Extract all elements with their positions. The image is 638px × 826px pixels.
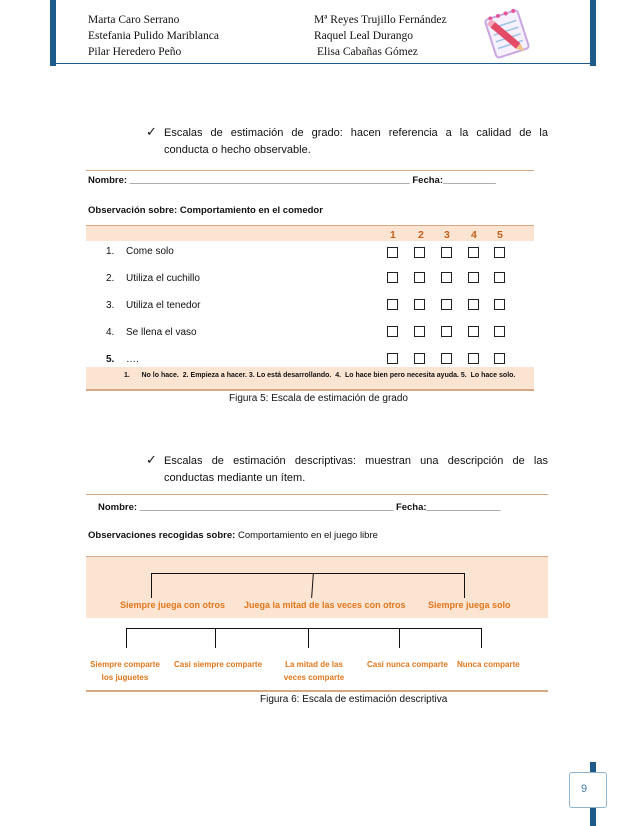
page-number: 9 bbox=[581, 783, 588, 795]
rating-checkbox[interactable] bbox=[387, 326, 398, 337]
author-left-3: Pilar Heredero Peño bbox=[88, 46, 182, 58]
tree-connector bbox=[151, 573, 152, 598]
level2-option: Casi nunca comparte bbox=[367, 660, 448, 669]
tree-connector bbox=[215, 628, 216, 648]
section2-bullet-line1: Escalas de estimación descriptivas: muestran una descripción de las bbox=[164, 455, 548, 467]
section2-bullet-line2: conductas mediante un ítem. bbox=[164, 472, 306, 484]
notebook-pencil-icon bbox=[476, 6, 538, 62]
author-right-3: Elisa Cabañas Gómez bbox=[317, 46, 418, 58]
author-right-2: Raquel Leal Durango bbox=[314, 30, 413, 42]
scale-number-5: 5 bbox=[497, 229, 503, 241]
rating-checkbox[interactable] bbox=[414, 353, 425, 364]
scale-number-4: 4 bbox=[471, 229, 477, 241]
section2-bottom-rule bbox=[86, 690, 548, 692]
level1-option: Juega la mitad de las veces con otros bbox=[244, 600, 406, 610]
rating-checkbox[interactable] bbox=[414, 299, 425, 310]
level2-option: Casi siempre comparte bbox=[174, 660, 263, 669]
rating-checkbox[interactable] bbox=[441, 353, 452, 364]
rating-checkbox[interactable] bbox=[494, 326, 505, 337]
header-right-bar bbox=[590, 0, 596, 66]
list-item: 2. Utiliza el cuchillo bbox=[106, 273, 200, 284]
tree-connector bbox=[126, 628, 482, 629]
page-number-box bbox=[569, 772, 607, 808]
level1-option: Siempre juega solo bbox=[428, 600, 511, 610]
author-left-2: Estefania Pulido Mariblanca bbox=[88, 30, 219, 42]
tree-connector bbox=[308, 628, 309, 648]
author-left-1: Marta Caro Serrano bbox=[88, 14, 180, 26]
level2-option: Nunca comparte bbox=[457, 660, 520, 669]
tree-connector bbox=[464, 573, 465, 598]
header-left-bar bbox=[50, 0, 56, 66]
scale-legend: 1. No lo hace. 2. Empieza a hacer. 3. Lo está desarrollando. 4. Lo hace bien pero necesita ayuda. 5. Lo hace solo. bbox=[124, 372, 516, 379]
list-item: 5. …. bbox=[106, 354, 139, 365]
level2-option: La mitad de las veces comparte bbox=[283, 660, 345, 682]
section2-observaciones: Observaciones recogidas sobre: Comportamiento en el juego libre bbox=[88, 530, 378, 541]
rating-checkbox[interactable] bbox=[468, 353, 479, 364]
section2-band-rule bbox=[86, 556, 548, 557]
section2-nombre: Nombre: ________________________________________________ Fecha:______________ bbox=[98, 502, 501, 513]
rating-checkbox[interactable] bbox=[441, 247, 452, 258]
author-right-1: Mª Reyes Trujillo Fernández bbox=[314, 14, 447, 26]
section1-bullet-line1: Escalas de estimación de grado: hacen referencia a la calidad de la bbox=[164, 127, 548, 139]
section1-bottom-rule bbox=[86, 389, 534, 391]
tree-connector bbox=[481, 628, 482, 648]
rating-checkbox[interactable] bbox=[387, 247, 398, 258]
rating-checkbox[interactable] bbox=[494, 353, 505, 364]
rating-checkbox[interactable] bbox=[494, 272, 505, 283]
header-right-authors bbox=[314, 12, 447, 60]
rating-checkbox[interactable] bbox=[468, 299, 479, 310]
list-item: 1. Come solo bbox=[106, 246, 174, 257]
scale-number-2: 2 bbox=[418, 229, 424, 241]
section2-bullet bbox=[164, 453, 548, 487]
rating-checkbox[interactable] bbox=[387, 299, 398, 310]
rating-checkbox[interactable] bbox=[468, 272, 479, 283]
rating-checkbox[interactable] bbox=[387, 353, 398, 364]
rating-checkbox[interactable] bbox=[468, 326, 479, 337]
section1-observacion: Observación sobre: Comportamiento en el comedor bbox=[88, 205, 323, 216]
scale-number-1: 1 bbox=[390, 229, 396, 241]
rating-checkbox[interactable] bbox=[414, 326, 425, 337]
checkmark-icon: ✓ bbox=[146, 124, 157, 139]
section1-peach-band bbox=[86, 225, 534, 241]
rating-checkbox[interactable] bbox=[387, 272, 398, 283]
level1-option: Siempre juega con otros bbox=[120, 600, 226, 610]
rating-checkbox[interactable] bbox=[468, 247, 479, 258]
section1-top-rule bbox=[86, 170, 534, 171]
tree-connector bbox=[126, 628, 127, 648]
checkmark-icon: ✓ bbox=[146, 452, 157, 467]
figure5-caption: Figura 5: Escala de estimación de grado bbox=[229, 393, 408, 404]
section1-bullet-line2: conducta o hecho observable. bbox=[164, 144, 311, 156]
tree-connector bbox=[399, 628, 400, 648]
section1-bullet bbox=[164, 125, 548, 159]
scale-number-3: 3 bbox=[444, 229, 450, 241]
level2-option: Siempre comparte los juguetes bbox=[90, 660, 160, 682]
section1-nombre: Nombre: _____________________________________________________ Fecha:__________ bbox=[88, 175, 496, 186]
list-item: 3. Utiliza el tenedor bbox=[106, 300, 201, 311]
section1-band-rule bbox=[86, 225, 534, 226]
figure6-caption: Figura 6: Escala de estimación descriptiva bbox=[260, 694, 448, 705]
rating-checkbox[interactable] bbox=[414, 247, 425, 258]
rating-checkbox[interactable] bbox=[441, 326, 452, 337]
rating-checkbox[interactable] bbox=[494, 247, 505, 258]
rating-checkbox[interactable] bbox=[414, 272, 425, 283]
rating-checkbox[interactable] bbox=[441, 299, 452, 310]
rating-checkbox[interactable] bbox=[494, 299, 505, 310]
section2-top-rule bbox=[86, 494, 548, 495]
rating-checkbox[interactable] bbox=[441, 272, 452, 283]
list-item: 4. Se llena el vaso bbox=[106, 327, 197, 338]
tree-connector bbox=[151, 573, 465, 574]
header-left-authors bbox=[88, 12, 219, 60]
header-rule bbox=[50, 63, 596, 64]
